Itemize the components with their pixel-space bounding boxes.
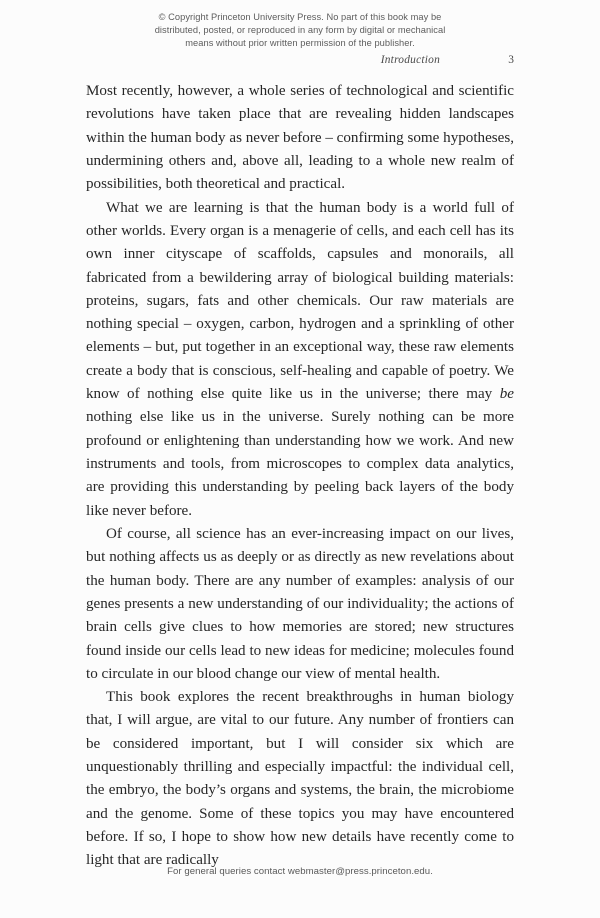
copyright-notice-line-2: distributed, posted, or reproduced in any form by digital or mechanical [154,25,446,36]
running-head [86,54,514,70]
copyright-notice-line-3: means without prior written permission of the publisher. [185,38,415,49]
paragraph-1: Most recently, however, a whole series of technological and scientific revolutions have taken place that are revealing hidden landscapes within the human body as never before – confirming some hypotheses, undermining others and, above all, leading to a whole new realm of possibilities, both theoretical and practical. [86,83,514,193]
paragraph-2-text-after-emphasis: nothing else like us in the universe. Surely nothing can be more profound or enlightening than understanding how we work. And new instruments and tools, from microscopes to complex data analytics, are providing this understanding by peeling back layers of the body like never before. [86,409,514,519]
paragraph-2-emphasis: be [499,386,514,403]
paragraph-2-text-before-emphasis: What we are learning is that the human body is a world full of other worlds. Every organ is a menagerie of cells, and each cell has its own inner cityscape of scaffolds, capsules and monorails, all fabricated from a bewildering array of biological building materials: proteins, sugars, fats and other chemicals. Our raw materials are nothing special – oxygen, carbon, hydrogen and a sprinkling of other elements – but, put together in an exceptional way, these raw elements create a body that is conscious, self-healing and capable of poetry. We know of nothing else quite like us in the universe; there may [86,199,514,403]
body-text-column [86,80,514,873]
copyright-notice-line-1: © Copyright Princeton University Press. No part of this book may be [158,12,442,22]
running-head-title: Introduction [380,54,440,66]
page-number: 3 [508,54,514,66]
paragraph-4: This book explores the recent breakthroughs in human biology that, I will argue, are vital to our future. Any number of frontiers can be considered important, but I will consider six which are unquestionably thrilling and especially impactful: the individual cell, the embryo, the body’s organs and systems, the brain, the microbiome and the genome. Some of these topics you may have encountered before. If so, I hope to show how new details have recently come to light that are radically [86,689,514,869]
copyright-notice [88,11,512,51]
footer-queries-text: For general queries contact webmaster@press.princeton.edu. [167,866,433,877]
paragraph-2 [86,197,514,523]
paragraph-3: Of course, all science has an ever-increasing impact on our lives, but nothing affects us as deeply or as directly as new revelations about the human body. There are any number of examples: analysis of our genes presents a new understanding of our individuality; the actions of brain cells give clues to how memories are stored; new structures found inside our cells lead to new ideas for medicine; molecules found to circulate in our blood change our view of mental health. [86,525,514,682]
